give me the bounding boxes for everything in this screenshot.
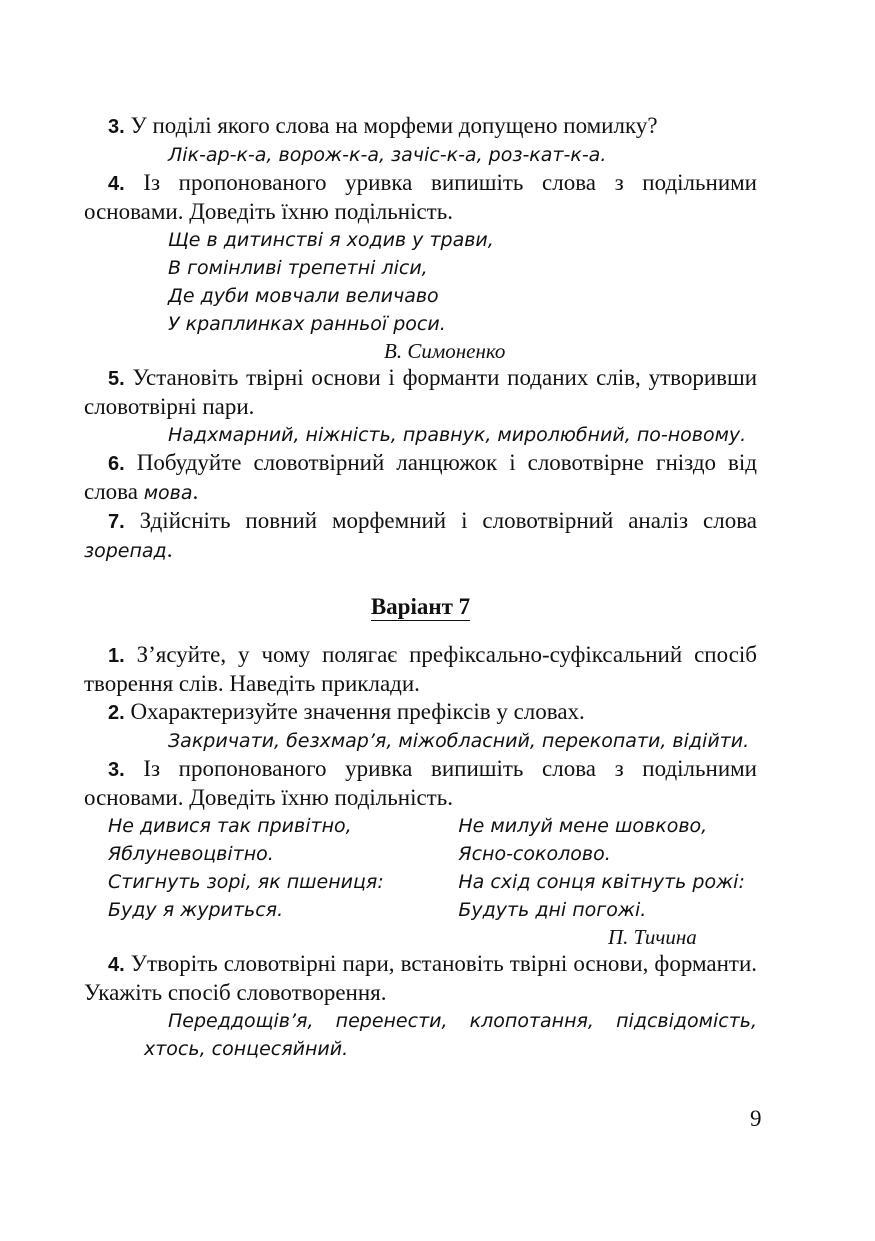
poem-author: П. Тичина bbox=[608, 925, 697, 949]
task-text: Утворіть словотвірні пари, встановіть твірні основи, форманти. Укажіть спосіб словотворення. bbox=[84, 951, 757, 1005]
poem-line: Будуть дні погожі. bbox=[458, 899, 647, 921]
task-number: 3. bbox=[108, 759, 125, 781]
task-6 bbox=[84, 449, 757, 507]
poem-line: Ще в дитинстві я ходив у трави, bbox=[168, 229, 494, 251]
variant-task-3-poem bbox=[84, 812, 757, 924]
poem-line: Не дивися так привітно, bbox=[108, 815, 352, 837]
poem-line: На схід сонця квітнуть рожі: bbox=[458, 871, 745, 893]
task-word: зорепад bbox=[84, 540, 167, 562]
task-number: 1. bbox=[108, 645, 125, 667]
variant-task-2 bbox=[84, 698, 757, 727]
variant-task-4 bbox=[84, 950, 757, 1007]
task-number: 3. bbox=[108, 116, 125, 138]
task-text: У поділі якого слова на морфеми допущено помилку? bbox=[130, 113, 658, 138]
task-number: 7. bbox=[108, 511, 125, 533]
poem-line: Яблуневоцвітно. bbox=[108, 843, 274, 865]
variant-task-4-example: Переддощів’я, перенести, клопотання, підсвідомість, хтось, сонцесяйний. bbox=[144, 1010, 757, 1060]
task-4-poem bbox=[84, 226, 757, 338]
task-text: Із пропонованого уривка випишіть слова з подільними основами. Доведіть їхню подільність. bbox=[84, 170, 757, 224]
poem-line: Ясно-соколово. bbox=[458, 843, 611, 865]
poem-line: Стигнуть зорі, як пшениця: bbox=[108, 871, 384, 893]
task-end: . bbox=[192, 479, 199, 504]
task-5-example: Надхмарний, ніжність, правнук, миролюбний, по-новому. bbox=[168, 424, 747, 446]
task-text: Установіть твірні основи і форманти поданих слів, утворивши словотвірні пари. bbox=[84, 365, 758, 419]
task-number: 4. bbox=[108, 954, 125, 976]
task-text: Охарактеризуйте значення префіксів у словах. bbox=[130, 699, 585, 724]
task-number: 4. bbox=[108, 173, 125, 195]
task-3-example: Лік-ар-к-а, ворож-к-а, зачіс-к-а, роз-кат-к-а. bbox=[168, 144, 607, 166]
task-text: Із пропонованого уривка випишіть слова з подільними основами. Доведіть їхню подільність. bbox=[84, 756, 757, 810]
poem-line: Де дуби мовчали величаво bbox=[168, 285, 439, 307]
poem-line: В гомінливі трепетні ліси, bbox=[168, 257, 428, 279]
poem-author: В. Симоненко bbox=[384, 339, 506, 363]
poem-line: Буду я журиться. bbox=[108, 899, 284, 921]
task-end: . bbox=[166, 537, 173, 562]
task-7 bbox=[84, 507, 757, 565]
page-content bbox=[84, 112, 757, 1063]
poem-line: Не милуй мене шовково, bbox=[458, 815, 708, 837]
task-word: мова bbox=[143, 482, 193, 504]
page-number: 9 bbox=[750, 1106, 762, 1131]
task-5 bbox=[84, 364, 757, 421]
task-number: 6. bbox=[108, 453, 125, 475]
task-3 bbox=[84, 112, 757, 141]
task-text: Здійсніть повний морфемний і словотвірний аналіз слова bbox=[139, 508, 758, 533]
poem-column-left bbox=[108, 812, 458, 924]
task-text: Побудуйте словотвірний ланцюжок і словотвірне гніздо від слова bbox=[84, 450, 757, 504]
task-4 bbox=[84, 169, 757, 226]
poem-column-right bbox=[458, 812, 757, 924]
variant-task-3 bbox=[84, 755, 757, 812]
task-text: З’ясуйте, у чому полягає префіксально-суфіксальний спосіб творення слів. Наведіть приклади. bbox=[84, 642, 757, 696]
variant-title: Варіант 7 bbox=[370, 594, 471, 619]
poem-line: У краплинках ранньої роси. bbox=[168, 313, 446, 335]
task-number: 2. bbox=[108, 702, 125, 724]
variant-heading bbox=[84, 593, 757, 621]
variant-task-1 bbox=[84, 641, 757, 698]
variant-task-2-example: Закричати, безхмар’я, міжобласний, перекопати, відійти. bbox=[168, 730, 750, 752]
task-number: 5. bbox=[108, 368, 125, 390]
